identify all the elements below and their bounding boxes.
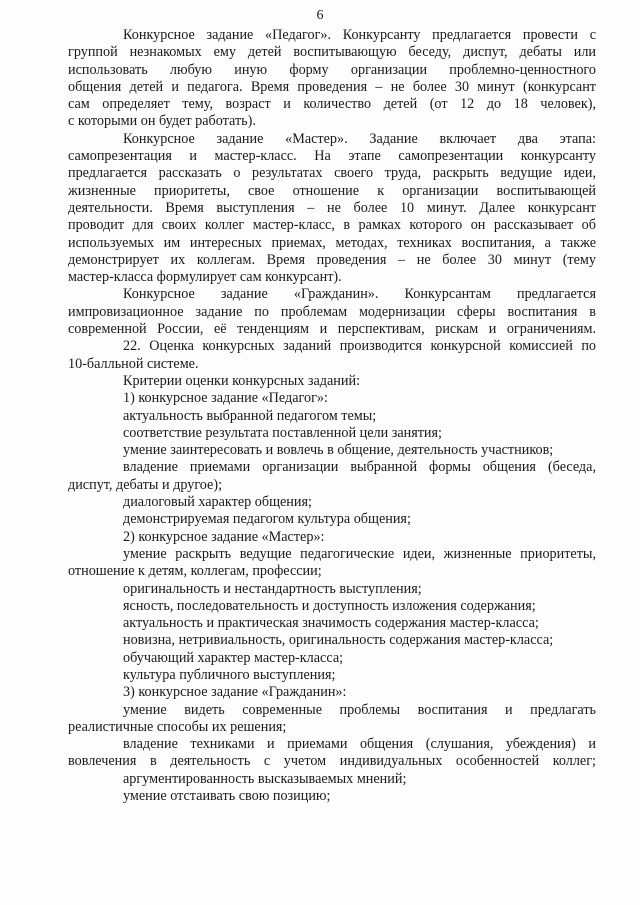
text-line: деятельности. Время выступления – не более 10 минут. Далее конкурсант xyxy=(68,199,596,216)
text-line: Конкурсное задание «Гражданин». Конкурсантам предлагается xyxy=(123,286,596,303)
text-line: предлагается рассказать о результатах своего труда, раскрыть ведущие идеи, xyxy=(68,165,596,182)
text-line: отношение к детям, коллегам, профессии; xyxy=(68,563,322,580)
text-line: импровизационное задание по проблемам модернизации сферы воспитания в xyxy=(68,303,596,320)
text-line: самопрезентация и мастер-класс. На этапе самопрезентации конкурсанту xyxy=(68,148,596,165)
text-line: группой незнакомых ему детей воспитывающую беседу, диспут, дебаты или xyxy=(68,44,596,61)
text-line: умение отстаивать свою позицию; xyxy=(123,788,331,805)
text-line: использовать любую иную форму организации проблемно-ценностного xyxy=(68,61,596,78)
text-line: проводит для своих коллег мастер-класс, в рамках которого он рассказывает об xyxy=(68,217,596,234)
text-line: используемых им интересных приемах, методах, техниках воспитания, а также xyxy=(68,234,596,251)
text-line: 22. Оценка конкурсных заданий производится конкурсной комиссией по xyxy=(123,338,596,355)
text-line: соответствие результата поставленной цели занятия; xyxy=(123,424,442,441)
text-line: демонстрирует их коллегам. Время проведения – не более 30 минут (тему xyxy=(68,251,596,268)
text-line: современной России, её тенденциям и перспективам, рискам и ограничениям. xyxy=(68,321,596,338)
text-line: общения детей и педагога. Время проведения – не более 30 минут (конкурсант xyxy=(68,78,596,95)
text-line: умение видеть современные проблемы воспитания и предлагать xyxy=(123,701,596,718)
page-number: 6 xyxy=(316,8,324,23)
text-line: аргументированность высказываемых мнений; xyxy=(123,770,407,787)
text-line: владение техниками и приемами общения (слушания, убеждения) и xyxy=(123,736,596,753)
text-line: 3) конкурсное задание «Гражданин»: xyxy=(123,684,347,701)
text-line: обучающий характер мастер-класса; xyxy=(123,649,344,666)
text-line: Критерии оценки конкурсных заданий: xyxy=(123,372,361,389)
text-line: диспут, дебаты и другое); xyxy=(68,476,223,493)
document-body xyxy=(68,27,596,805)
text-line: актуальность и практическая значимость содержания мастер-класса; xyxy=(123,615,539,632)
text-line: 10-балльной системе. xyxy=(68,355,199,372)
text-line: реалистичные способы их решения; xyxy=(68,718,287,735)
text-line: демонстрируемая педагогом культура общения; xyxy=(123,511,411,528)
text-line: владение приемами организации выбранной формы общения (беседа, xyxy=(123,459,596,476)
text-line: умение раскрыть ведущие педагогические идеи, жизненные приоритеты, xyxy=(123,545,596,562)
text-line: 2) конкурсное задание «Мастер»: xyxy=(123,528,325,545)
text-line: актуальность выбранной педагогом темы; xyxy=(123,407,377,424)
text-line: культура публичного выступления; xyxy=(123,666,336,683)
text-line: диалоговый характер общения; xyxy=(123,494,312,511)
text-line: сам определяет тему, возраст и количество детей (от 12 до 18 человек), xyxy=(68,96,596,113)
text-line: Конкурсное задание «Мастер». Задание включает два этапа: xyxy=(123,130,596,147)
text-line: вовлечения в деятельность с учетом индивидуальных особенностей коллег; xyxy=(68,753,596,770)
text-line: с которыми он будет работать). xyxy=(68,113,256,130)
text-line: Конкурсное задание «Педагог». Конкурсанту предлагается провести с xyxy=(123,27,596,43)
text-line: новизна, нетривиальность, оригинальность содержания мастер-класса; xyxy=(123,632,554,649)
text-line: ясность, последовательность и доступность изложения содержания; xyxy=(123,597,536,614)
text-line: мастер-класса формулирует сам конкурсант). xyxy=(68,269,342,286)
text-line: оригинальность и нестандартность выступления; xyxy=(123,580,422,597)
text-line: умение заинтересовать и вовлечь в общение, деятельность участников; xyxy=(123,442,554,459)
text-line: 1) конкурсное задание «Педагог»: xyxy=(123,390,328,407)
text-line: жизненные приоритеты, свое отношение к организации воспитывающей xyxy=(68,182,596,199)
